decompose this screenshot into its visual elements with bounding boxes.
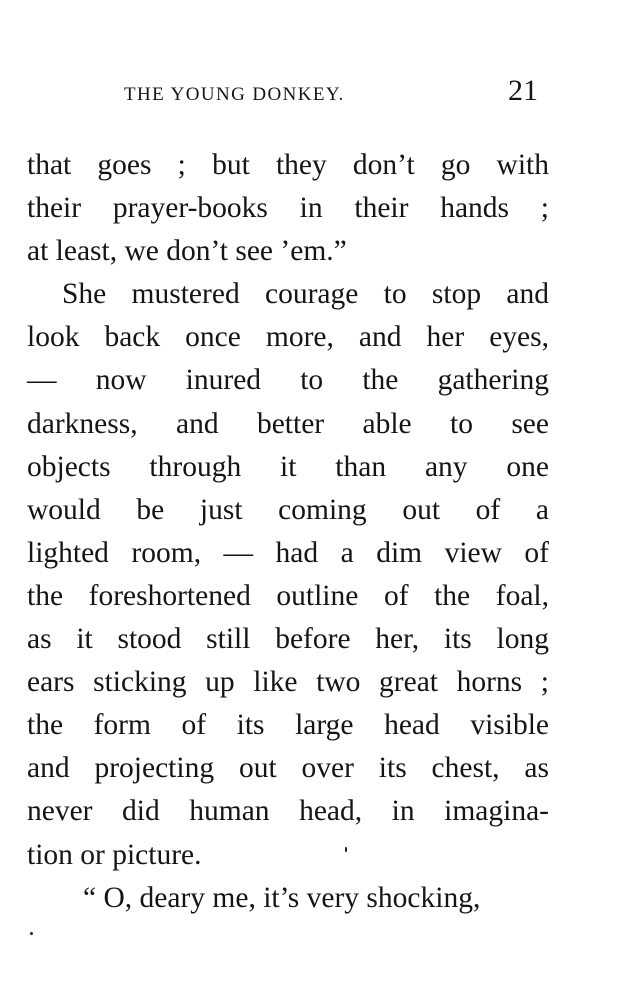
text-line: as it stood still before her, its long: [27, 623, 549, 656]
text-line: that goes ; but they don’t go with: [27, 149, 549, 181]
text-line: would be just coming out of a: [27, 493, 549, 526]
text-line: the form of its large head visible: [27, 709, 549, 742]
ink-speck: [345, 847, 347, 852]
paragraph-first-line: She mustered courage to stop and: [62, 278, 549, 311]
body-text: [27, 144, 549, 920]
text-line: objects through it than any one: [27, 450, 549, 483]
ink-speck: [30, 932, 33, 935]
paragraph-first-line: “ O, deary me, it’s very shocking,: [83, 881, 481, 914]
page-number: 21: [508, 74, 538, 107]
text-line: and projecting out over its chest, as: [27, 752, 549, 785]
text-line: at least, we don’t see ’em.”: [27, 235, 347, 268]
running-head: [0, 74, 626, 112]
text-line: their prayer-books in their hands ;: [27, 192, 549, 225]
text-line: never did human head, in imagina-: [27, 795, 549, 828]
text-line: ears sticking up like two great horns ;: [27, 666, 549, 699]
text-line: — now inured to the gathering: [27, 364, 549, 397]
text-line: tion or picture.: [27, 838, 202, 871]
text-line: lighted room, — had a dim view of: [27, 536, 549, 569]
text-line: look back once more, and her eyes,: [27, 321, 549, 354]
text-line: the foreshortened outline of the foal,: [27, 579, 549, 612]
text-line: darkness, and better able to see: [27, 407, 549, 440]
running-title: THE YOUNG DONKEY.: [124, 84, 345, 105]
